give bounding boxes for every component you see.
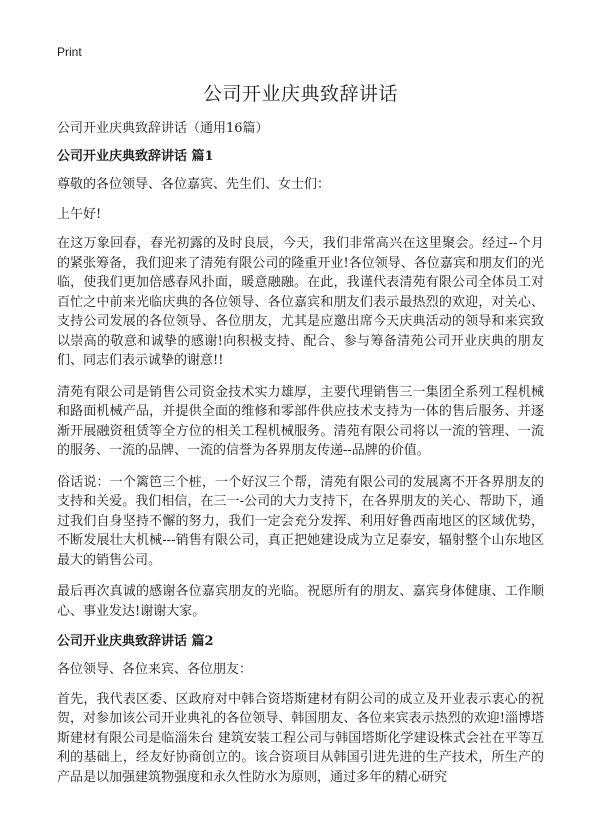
section-2 [57, 633, 544, 787]
print-link[interactable]: Print [57, 45, 82, 59]
greeting: 上午好! [57, 206, 102, 222]
section-heading: 公司开业庆典致辞讲话 篇1 [57, 149, 214, 164]
document-title: 公司开业庆典致辞讲话 [202, 83, 398, 105]
document-subtitle: 公司开业庆典致辞讲话（通用16篇） [57, 121, 269, 136]
section-1 [57, 148, 544, 621]
salutation: 各位领导、各位来宾、各位朋友： [57, 662, 253, 677]
closing-paragraph: 最后再次真诚的感谢各位嘉宾朋友的光临。祝愿所有的朋友、嘉宾身体健康、工作顺心、事业发达!谢谢大家。 [57, 584, 544, 619]
body-paragraph: 首先，我代表区委、区政府对中韩合资塔斯建材有阴公司的成立及开业表示衷心的祝贺，对参加该公司开业典礼的各位领导、韩国朋友、各位来宾表示热烈的欢迎!淄博塔斯建材有限公司是临淄朱台 建筑安装工程公司与韩国塔斯化学建设株式会社在平等互利的基础上，经友好协商创立的。该合资项目从韩国引进先进的生产技术，所生产的产品是以加强建筑物强度和永久性防水为原则，通过多年的精心研究 [57, 691, 544, 785]
salutation: 尊敬的各位领导、各位嘉宾、先生们、女士们： [57, 177, 331, 192]
body-paragraph: 在这万象回春，春光初露的及时良辰，今天，我们非常高兴在这里聚会。经过--个月的紧张筹备，我们迎来了清苑有限公司的隆重开业!各位领导、各位嘉宾和朋友们的光临，使我们更加倍感春风扑面，暖意融融。在此，我谨代表清苑有限公司全体员工对百忙之中前来光临庆典的各位领导、各位嘉宾和朋友们表示最热烈的欢迎，对关心、支持公司发展的各位领导、各位朋友，尤其是应邀出席今天庆典活动的领导和来宾致以崇高的敬意和诚挚的感谢!向积极支持、配合、参与筹备清苑公司开业庆典的朋友们、同志们表示诚挚的谢意!! [57, 236, 544, 368]
body-paragraph: 俗话说：一个篱笆三个桩，一个好汉三个帮，清苑有限公司的发展离不开各界朋友的支持和关爱。我们相信，在三一-公司的大力支持下，在各界朋友的关心、帮助下，通过我们自身坚持不懈的努力，我们一定会充分发挥、利用好鲁西南地区的区域优势，不断发展壮大机械---销售有限公司，真正把她建设成为立足泰安，辐射整个山东地区最大的销售公司。 [57, 474, 544, 568]
body-paragraph: 清苑有限公司是销售公司资金技术实力雄厚，主要代理销售三一集团全系列工程机械和路面机械产品，并提供全面的维修和零部件供应技术支持为一体的售后服务、并逐渐开展融资租赁等全方位的相关工程机械服务。清苑有限公司将以一流的管理、一流的服务、一流的品牌、一流的信誉为各界朋友传递--品牌的价值。 [57, 384, 544, 458]
section-heading: 公司开业庆典致辞讲话 篇2 [57, 634, 214, 649]
